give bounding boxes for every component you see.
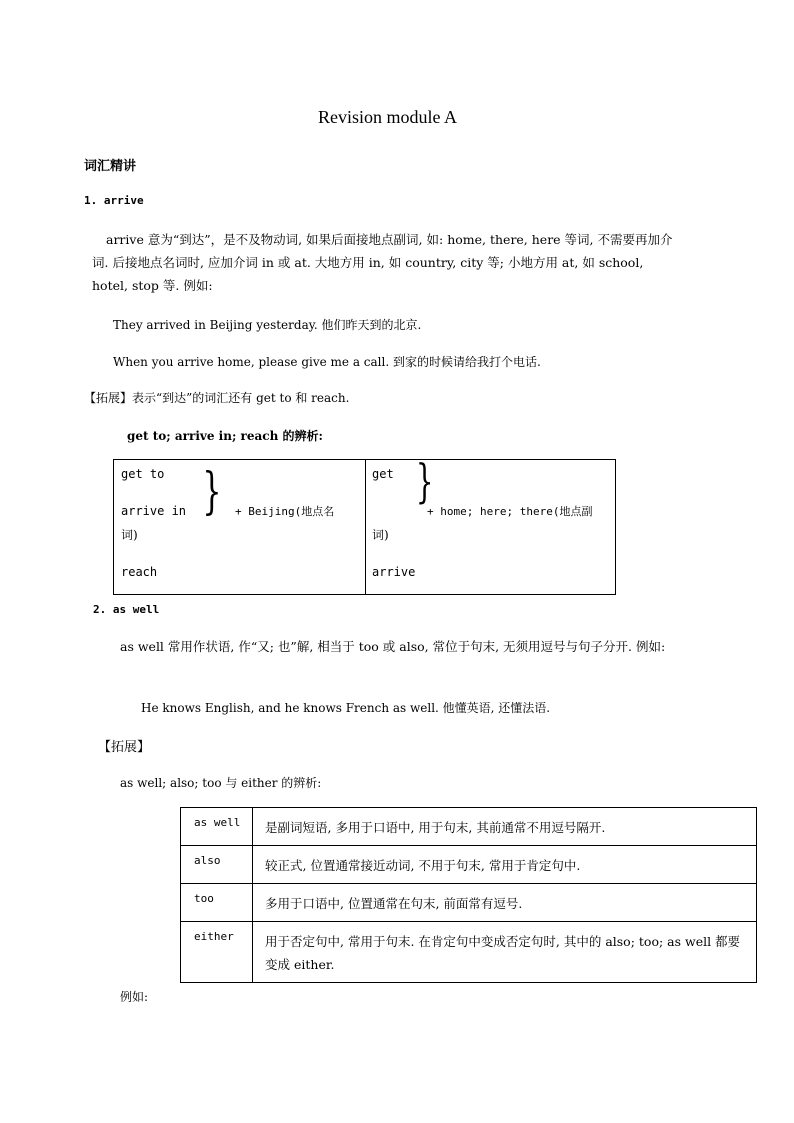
table-cell: 词) (121, 528, 138, 542)
item2-example-intro: 例如: (120, 990, 149, 1004)
table-cell: either (181, 922, 253, 983)
table-divider (365, 460, 366, 594)
table-cell: 是副词短语, 多用于口语中, 用于句末, 其前通常不用逗号隔开. (253, 808, 757, 846)
table-cell: arrive in (121, 504, 187, 518)
table-row (181, 808, 757, 846)
right-brace-icon: } (202, 462, 222, 520)
table-cell: get to (121, 467, 165, 481)
as-well-comparison-table (180, 807, 757, 983)
table-row (181, 922, 757, 983)
table-cell: + home; here; there(地点副 (427, 505, 593, 518)
table-cell: 用于否定句中, 常用于句末. 在肯定句中变成否定句时, 其中的 also; too; as well 都要变成 either. (253, 922, 757, 983)
table-cell: get (372, 467, 394, 481)
section-heading: 词汇精讲 (84, 159, 137, 174)
item1-example2: When you arrive home, please give me a call. 到家的时候请给我打个电话. (113, 355, 541, 369)
item1-explanation: arrive 意为“到达”，是不及物动词, 如果后面接地点副词, 如: home, there, here 等词, 不需要再加介词. 后接地点名词时, 应加介词 in 或 at. 大地方用 in, 如 country, city 等; 小地方用 at, 如 school, hotel, stop 等. 例如: (92, 232, 673, 293)
table-cell: reach (121, 565, 158, 579)
right-brace-icon: } (415, 454, 434, 508)
table-cell: as well (181, 808, 253, 846)
table-cell: arrive (372, 565, 416, 579)
item1-comparison-title: get to; arrive in; reach 的辨析: (127, 429, 323, 443)
item2-comparison-title: as well; also; too 与 either 的辨析: (120, 776, 322, 790)
table-cell: also (181, 846, 253, 884)
table-cell: 多用于口语中, 位置通常在句末, 前面常有逗号. (253, 884, 757, 922)
item1-heading: 1. arrive (84, 194, 144, 207)
item1-example1: They arrived in Beijing yesterday. 他们昨天到的北京. (113, 318, 422, 332)
item2-example: He knows English, and he knows French as well. 他懂英语, 还懂法语. (141, 701, 551, 715)
item1-extension: 【拓展】表示“到达”的词汇还有 get to 和 reach. (84, 391, 350, 405)
table-cell: + Beijing(地点名 (235, 505, 335, 518)
table-cell: too (181, 884, 253, 922)
table-cell: 词) (372, 528, 389, 542)
page-title: Revision module A (318, 107, 457, 127)
item2-extension: 【拓展】 (98, 740, 151, 755)
table-row (181, 884, 757, 922)
table-row (181, 846, 757, 884)
table-cell: 较正式, 位置通常接近动词, 不用于句末, 常用于肯定句中. (253, 846, 757, 884)
item2-explanation: as well 常用作状语, 作“又; 也”解, 相当于 too 或 also, 常位于句末, 无须用逗号与句子分开. 例如: (120, 639, 666, 654)
item2-heading: 2. as well (93, 603, 160, 616)
arrive-comparison-table (113, 454, 616, 595)
